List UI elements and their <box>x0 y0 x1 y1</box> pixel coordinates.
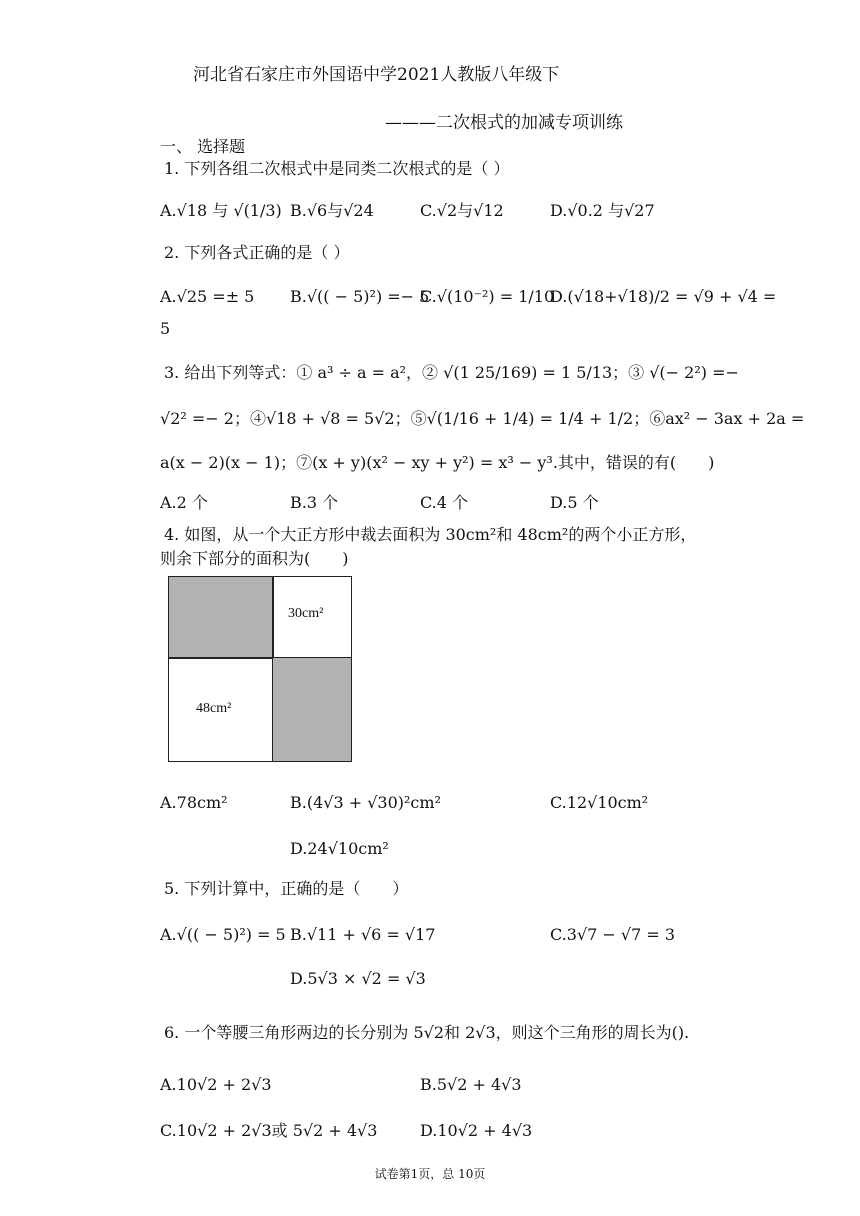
question-1-stem: 1. 下列各组二次根式中是同类二次根式的是（ ） <box>164 159 510 178</box>
question-2-continuation: 5 <box>160 319 171 338</box>
question-4-option-d: D.24√10cm² <box>290 839 389 858</box>
question-4-option-a: A.78cm² <box>160 793 228 812</box>
question-1-option-c: C.√2与√12 <box>420 201 504 220</box>
document-title: 河北省石家庄市外国语中学2021人教版八年级下 <box>193 65 560 85</box>
question-1-option-b: B.√6与√24 <box>290 201 374 220</box>
question-2-stem: 2. 下列各式正确的是（ ） <box>164 243 350 262</box>
question-3-stem-line-2: √2² =− 2；④√18 + √8 = 5√2；⑤√(1/16 + 1/4) = 1/4 + 1/2；⑥ax² − 3ax + 2a = <box>160 409 805 428</box>
figure-label-48: 48cm² <box>196 701 232 716</box>
question-4-stem-line-1: 4. 如图，从一个大正方形中裁去面积为 30cm²和 48cm²的两个小正方形， <box>164 525 697 544</box>
question-2-option-a: A.√25 =± 5 <box>160 287 255 306</box>
figure-label-30: 30cm² <box>288 606 324 621</box>
page-footer: 试卷第1页，总 10页 <box>374 1167 486 1181</box>
question-6-option-a: A.10√2 + 2√3 <box>160 1075 272 1094</box>
question-4-option-c: C.12√10cm² <box>550 793 649 812</box>
question-5-option-b: B.√11 + √6 = √17 <box>290 925 436 944</box>
question-5-option-a: A.√(( − 5)²) = 5 <box>160 925 286 944</box>
question-3-stem-line-3: a(x − 2)(x − 1)；⑦(x + y)(x² − xy + y²) = x³ − y³.其中，错误的有( ) <box>160 453 715 472</box>
question-6-option-b: B.5√2 + 4√3 <box>420 1075 522 1094</box>
question-5-option-c: C.3√7 − √7 = 3 <box>550 925 676 944</box>
question-3-option-d: D.5 个 <box>550 493 599 512</box>
question-3-stem-line-1: 3. 给出下列等式：① a³ ÷ a = a²，② √(1 25/169) = 1 5/13；③ √(− 2²) =− <box>164 363 739 382</box>
question-2-option-b: B.√(( − 5)²) =− 5 <box>290 287 430 306</box>
document-subtitle: ———二次根式的加减专项训练 <box>385 113 623 133</box>
question-6-option-d: D.10√2 + 4√3 <box>420 1121 533 1140</box>
question-4-option-b: B.(4√3 + √30)²cm² <box>290 793 441 812</box>
question-6-stem: 6. 一个等腰三角形两边的长分别为 5√2和 2√3，则这个三角形的周长为(). <box>164 1023 690 1042</box>
section-heading: 一、 选择题 <box>160 137 246 156</box>
question-1-option-d: D.√0.2 与√27 <box>550 201 655 220</box>
question-3-option-c: C.4 个 <box>420 493 469 512</box>
question-6-option-c: C.10√2 + 2√3或 5√2 + 4√3 <box>160 1121 378 1140</box>
question-2-option-c: C.√(10⁻²) = 1/10 <box>420 287 555 306</box>
question-4-stem-line-2: 则余下部分的面积为( ) <box>160 549 349 568</box>
question-1-option-a: A.√18 与 √(1/3) <box>160 201 282 220</box>
question-4-figure <box>168 576 352 762</box>
question-3-option-b: B.3 个 <box>290 493 339 512</box>
question-5-stem: 5. 下列计算中，正确的是（ ） <box>164 879 409 898</box>
figure-shaded-top-left <box>168 576 274 659</box>
figure-shaded-bottom-right <box>272 657 352 762</box>
question-2-option-d: D.(√18+√18)/2 = √9 + √4 = <box>550 287 777 306</box>
question-3-option-a: A.2 个 <box>160 493 208 512</box>
question-5-option-d: D.5√3 × √2 = √3 <box>290 969 426 988</box>
